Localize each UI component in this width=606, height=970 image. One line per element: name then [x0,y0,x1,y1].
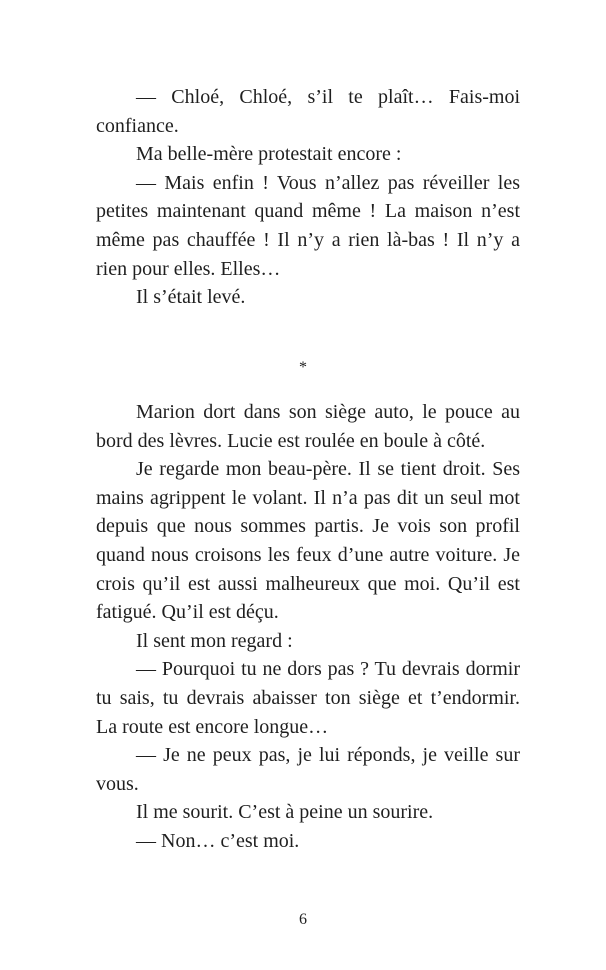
text-section-1 [96,83,520,312]
paragraph: Il s’était levé. [136,286,246,309]
paragraph: Il me sourit. C’est à peine un sourire. [136,801,434,824]
paragraph: — Non… c’est moi. [136,829,300,852]
paragraph: Il sent mon regard : [136,629,293,652]
paragraph: — Je ne peux pas, je lui réponds, je veille sur vous. [96,744,520,795]
paragraph: — Pourquoi tu ne dors pas ? Tu devrais dormir tu sais, tu devrais abaisser ton siège et t’endormir. La route est encore longue… [96,658,520,738]
paragraph: Je regarde mon beau-père. Il se tient droit. Ses mains agrippent le volant. Il n’a pas dit un seul mot depuis que nous sommes partis. Je vois son profil quand nous croisons les feux d’une autre voiture. Je crois qu’il est aussi malheureux que moi. Qu’il est fatigué. Qu’il est déçu. [96,458,520,624]
paragraph: — Mais enfin ! Vous n’allez pas réveiller les petites maintenant quand même ! La maison n’est même pas chauffée ! Il n’y a rien là-bas ! Il n’y a rien pour elles. Elles… [96,171,520,280]
paragraph: Marion dort dans son siège auto, le pouce au bord des lèvres. Lucie est roulée en boule à côté. [96,401,520,452]
text-section-2 [96,398,520,856]
page-number: 6 [299,911,307,928]
paragraph: — Chloé, Chloé, s’il te plaît… Fais-moi confiance. [96,86,520,137]
paragraph: Ma belle-mère protestait encore : [136,143,402,166]
section-separator: * [299,359,307,376]
